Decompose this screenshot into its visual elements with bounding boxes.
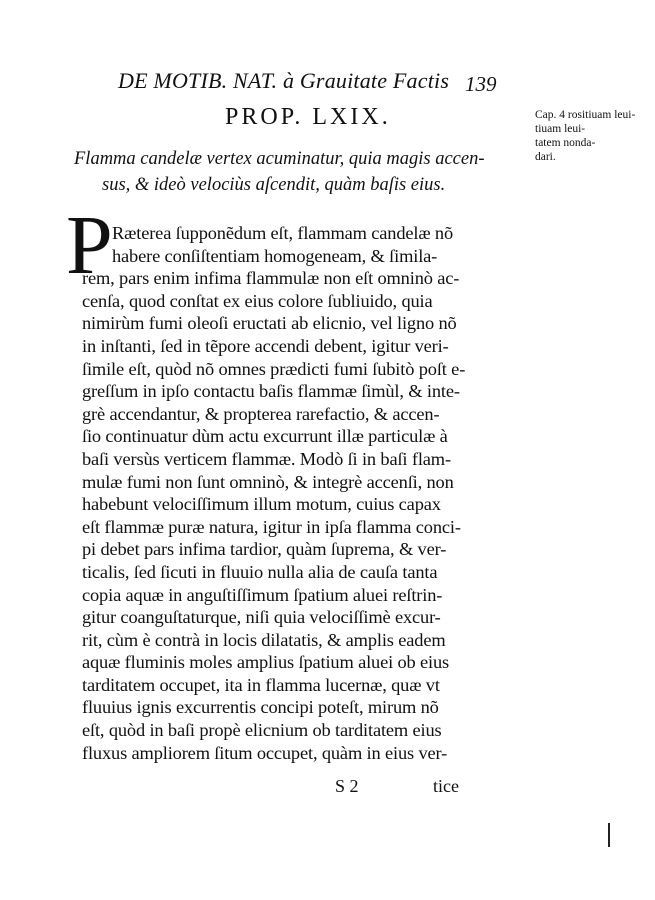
catchword: tice (433, 776, 459, 796)
proposition-statement (74, 146, 485, 198)
body-line: gitur coanguſtaturque, niſi quia velociſſimè excur- (82, 607, 441, 628)
page-edge-mark (608, 823, 610, 847)
body-line: grè accendantur, & propterea rarefactio, & accen- (82, 403, 440, 424)
body-line: rit, cùm è contrà in locis dilatatis, & amplis eadem (82, 629, 446, 650)
body-line: rem, pars enim infima flammulæ non eſt omninò ac- (82, 268, 460, 289)
drop-cap: P (66, 199, 113, 292)
body-line: aquæ fluminis moles amplius ſpatium aluei ob eius (82, 652, 450, 673)
signature-mark: S 2 (335, 776, 359, 796)
body-line: greſſum in ipſo contactu baſis flammæ ſimùl, & inte- (82, 381, 460, 402)
body-line: ſio continuatur dùm actu excurrunt illæ particulæ à (82, 426, 448, 447)
body-line: pi debet pars infima tardior, quàm ſuprema, & ver- (82, 539, 447, 560)
page-footer (335, 776, 495, 800)
body-line: tarditatem occupet, ita in flamma lucernæ, quæ vt (82, 674, 440, 695)
marginal-note (535, 108, 636, 164)
body-line: ſimile eſt, quòd nõ omnes prædicti fumi ſubitò poſt e- (82, 358, 466, 379)
marginal-note-line: tatem nonda- (535, 137, 596, 149)
body-line: cenſa, quod conſtat ex eius colore ſubliuido, quia (82, 290, 433, 311)
body-text (82, 222, 522, 764)
statement-line: Flamma candelæ vertex acuminatur, quia magis accen- (74, 149, 485, 169)
body-line: eſt flammæ puræ natura, igitur in ipſa flamma conci- (82, 516, 461, 537)
body-line: baſi versùs verticem flammæ. Modò ſi in baſi flam- (82, 448, 451, 469)
body-line: ticalis, ſed ſicuti in fluuio nulla alia de cauſa tanta (82, 561, 438, 582)
body-line: in inſtanti, ſed in tẽpore accendi debent, igitur veri- (82, 335, 449, 356)
body-line: Ræterea ſupponẽdum eſt, flammam candelæ nõ (112, 223, 453, 243)
body-line: fluuius ignis excurrentis concipi poteſt, mirum nõ (82, 697, 439, 718)
body-line: habebunt velociſſimum illum motum, cuius capax (82, 494, 441, 515)
proposition-title: PROP. LXIX. (225, 104, 391, 130)
body-line: eſt, quòd in baſi propè elicnium ob tarditatem eius (82, 720, 442, 741)
body-line: mulæ fumi non ſunt omninò, & integrè accenſi, non (82, 471, 454, 492)
running-head: DE MOTIB. NAT. à Grauitate Factis (118, 68, 450, 93)
marginal-note-line: tiuam leui- (535, 123, 586, 135)
page-number: 139 (465, 72, 497, 96)
marginal-note-line: dari. (535, 151, 556, 163)
marginal-note-line: Cap. 4 rositiuam leui- (535, 109, 636, 121)
body-line: copia aquæ in anguſtiſſimum ſpatium aluei reſtrin- (82, 584, 443, 605)
body-line: nimirùm fumi oleoſi eructati ab elicnio, vel ligno nõ (82, 313, 457, 334)
body-line: habere conſiſtentiam homogeneam, & ſimila- (112, 245, 438, 266)
body-line: fluxus ampliorem ſitum occupet, quàm in eius ver- (82, 742, 448, 763)
statement-line: sus, & ideò velociùs aſcendit, quàm baſis eius. (102, 175, 446, 195)
